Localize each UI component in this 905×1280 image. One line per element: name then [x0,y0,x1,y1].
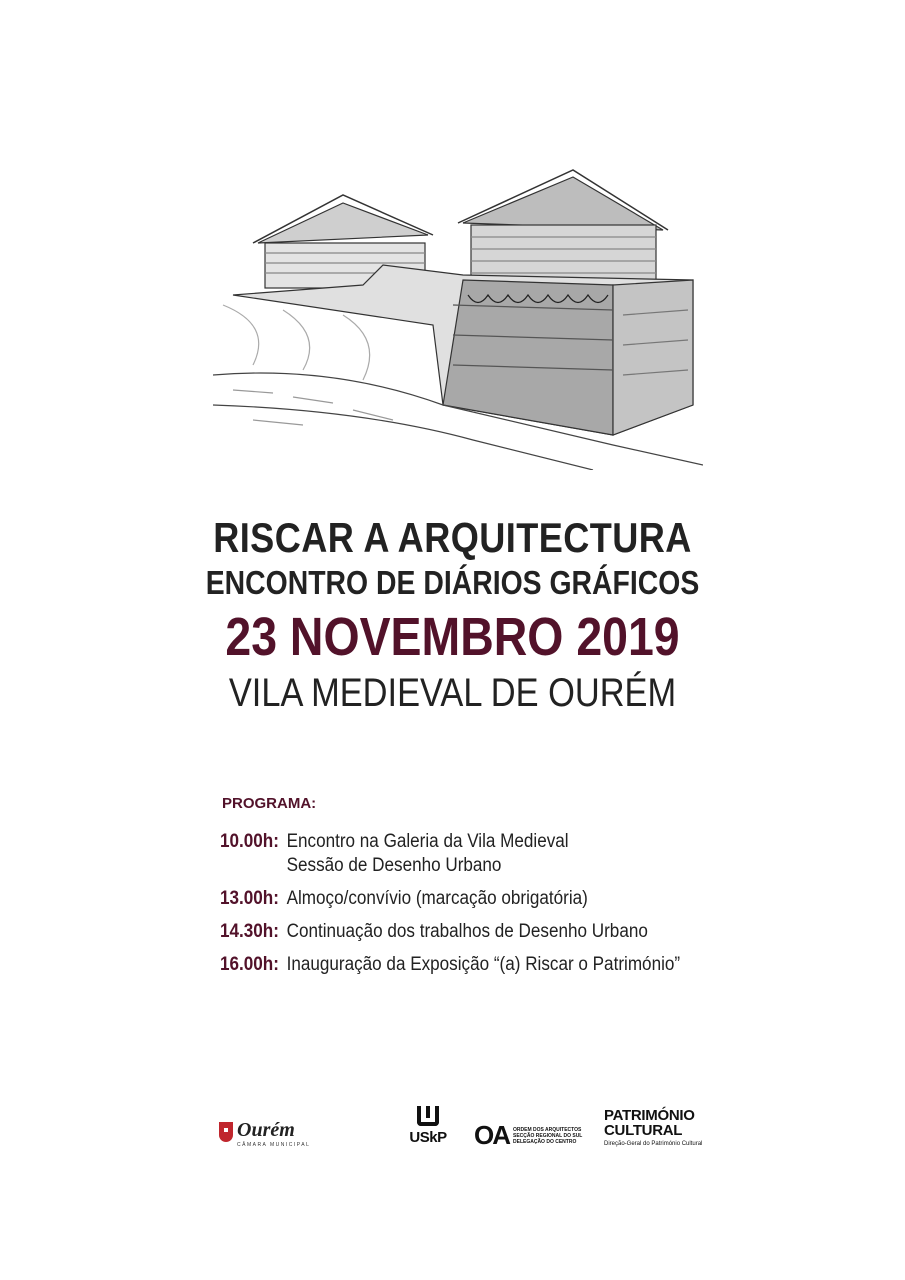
program-line: Almoço/convívio (marcação obrigatória) [286,888,588,909]
ourem-logo-sub: CÂMARA MUNICIPAL [237,1142,311,1148]
program-description [287,920,648,944]
oa-mark-icon: OA [474,1120,509,1150]
program-time: 14.30h: [220,921,279,942]
program-time: 16.00h: [220,954,279,975]
program-item [220,953,724,977]
castle-sketch [213,135,703,470]
ourem-logo-name: Ourém [237,1119,295,1141]
ordem-arquitectos-logo [474,1120,582,1151]
program-section [220,795,780,986]
pc-sub: Direção-Geral do Património Cultural [604,1141,703,1147]
program-item [220,920,724,944]
program-item [220,887,724,911]
program-time: 10.00h: [220,831,279,852]
shield-icon [219,1122,233,1142]
event-title: RISCAR A ARQUITECTURA [213,514,692,561]
patrimonio-cultural-logo [604,1108,702,1147]
program-title: PROGRAMA: [222,795,317,812]
program-line: Encontro na Galeria da Vila Medieval [286,831,569,852]
ourem-logo [219,1120,310,1148]
pc-line: CULTURAL [604,1122,683,1139]
book-icon [417,1106,439,1126]
program-line: Inauguração da Exposição “(a) Riscar o Património” [286,954,681,975]
program-item [220,830,724,878]
event-subtitle: ENCONTRO DE DIÁRIOS GRÁFICOS [205,564,700,601]
oa-line: ORDEM DOS ARQUITECTOS [513,1126,582,1133]
title-block [0,512,905,716]
event-venue: VILA MEDIEVAL DE OURÉM [228,671,677,715]
program-description [287,830,569,878]
oa-line: DELEGAÇÃO DO CENTRO [513,1138,577,1145]
pc-line: PATRIMÓNIO [604,1107,695,1124]
program-description [287,887,588,911]
sponsor-logos [0,1100,905,1170]
uskp-logo [402,1106,454,1146]
program-line: Sessão de Desenho Urbano [286,855,502,876]
program-line: Continuação dos trabalhos de Desenho Urbano [286,921,648,942]
program-time: 13.00h: [220,888,279,909]
oa-line: SECÇÃO REGIONAL DO SUL [513,1132,583,1139]
event-date: 23 NOVEMBRO 2019 [225,607,680,667]
uskp-logo-name: USkP [409,1129,447,1146]
program-description [287,953,680,977]
